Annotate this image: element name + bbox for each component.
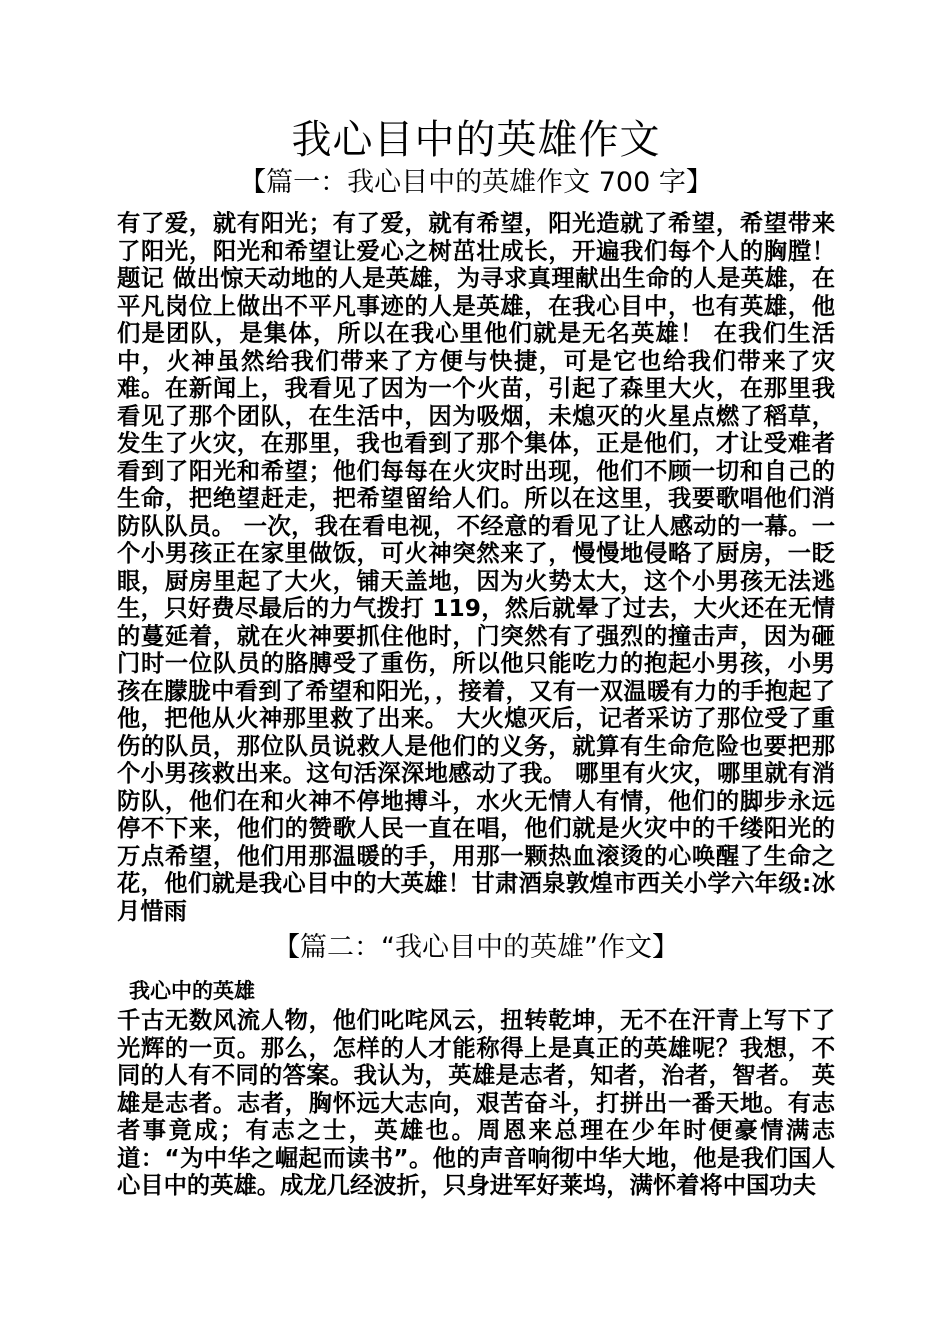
section-2-heading: 【篇二：“我心目中的英雄”作文】: [273, 932, 679, 963]
document-title: 我心目中的英雄作文: [291, 117, 661, 163]
section-2-subheading: 我心中的英雄: [129, 979, 255, 1003]
section-2-body: 千古无数风流人物，他们叱咤风云，扭转乾坤，无不在汗青上写下了光辉的一页。那么，怎样的人才能称得上是真正的英雄呢？我想，不同的人有不同的答案。我认为，英雄是志者，知者，治者，智者。 英雄是志者。志者，胸怀远大志向，艰苦奋斗，打拼出一番天地。有志者事竟成；有志之士，英雄也。周恩来总理在少年时便豪情满志道：“为中华之崛起而读书”。他的声音响彻中华大地，他是我们国人心目中的英雄。成龙几经波折，只身进军好莱坞，满怀着将中国功夫: [117, 1007, 835, 1199]
section-1-body: 有了爱，就有阳光；有了爱，就有希望，阳光造就了希望，希望带来了阳光，阳光和希望让爱心之树茁壮成长，开遍我们每个人的胸膛！ 题记 做出惊天动地的人是英雄，为寻求真理献出生命的人是英雄，在平凡岗位上做出不平凡事迹的人是英雄，在我心目中，也有英雄，他们是团队，是集体，所以在我心里他们就是无名英雄！ 在我们生活中，火神虽然给我们带来了方便与快捷，可是它也给我们带来了灾难。在新闻上，我看见了因为一个火苗，引起了森里大火，在那里我看见了那个团队，在生活中，因为吸烟，未熄灭的火星点燃了稻草，发生了火灾，在那里，我也看到了那个集体，正是他们，才让受难者看到了阳光和希望；他们每每在火灾时出现，他们不顾一切和自己的生命，把绝望赶走，把希望留给人们。所以在这里，我要歌唱他们消防队队员。 一次，我在看电视，不经意的看见了让人感动的一幕。一个小男孩正在家里做饭，可火神突然来了，慢慢地侵略了厨房，一眨眼，厨房里起了大火，铺天盖地，因为火势太大，这个小男孩无法逃生，只好费尽最后的力气拨打 119，然后就晕了过去，大火还在无情的蔓延着，就在火神要抓住他时，门突然有了强烈的撞击声，因为砸门时一位队员的胳膊受了重伤，所以他只能吃力的抱起小男孩，小男孩在朦胧中看到了希望和阳光，，接着，又有一双温暖有力的手抱起了他，把他从火神那里救了出来。 大火熄灭后，记者采访了那位受了重伤的队员，那位队员说救人是他们的义务，就算有生命危险也要把那个小男孩救出来。这句活深深地感动了我。 哪里有火灾，哪里就有消防队，他们在和火神不停地搏斗，水火无情人有情，他们的脚步永远停不下来，他们的赞歌人民一直在唱，他们就是火灾中的千缕阳光的万点希望，他们用那温暖的手，用那一颗热血滚烫的心唤醒了生命之花，他们就是我心目中的大英雄！甘肃酒泉敦煌市西关小学六年级:冰月惜雨: [117, 210, 835, 925]
section-1-heading: 【篇一：我心目中的英雄作文 700 字】: [239, 167, 713, 198]
document-page: [117, 114, 835, 1200]
